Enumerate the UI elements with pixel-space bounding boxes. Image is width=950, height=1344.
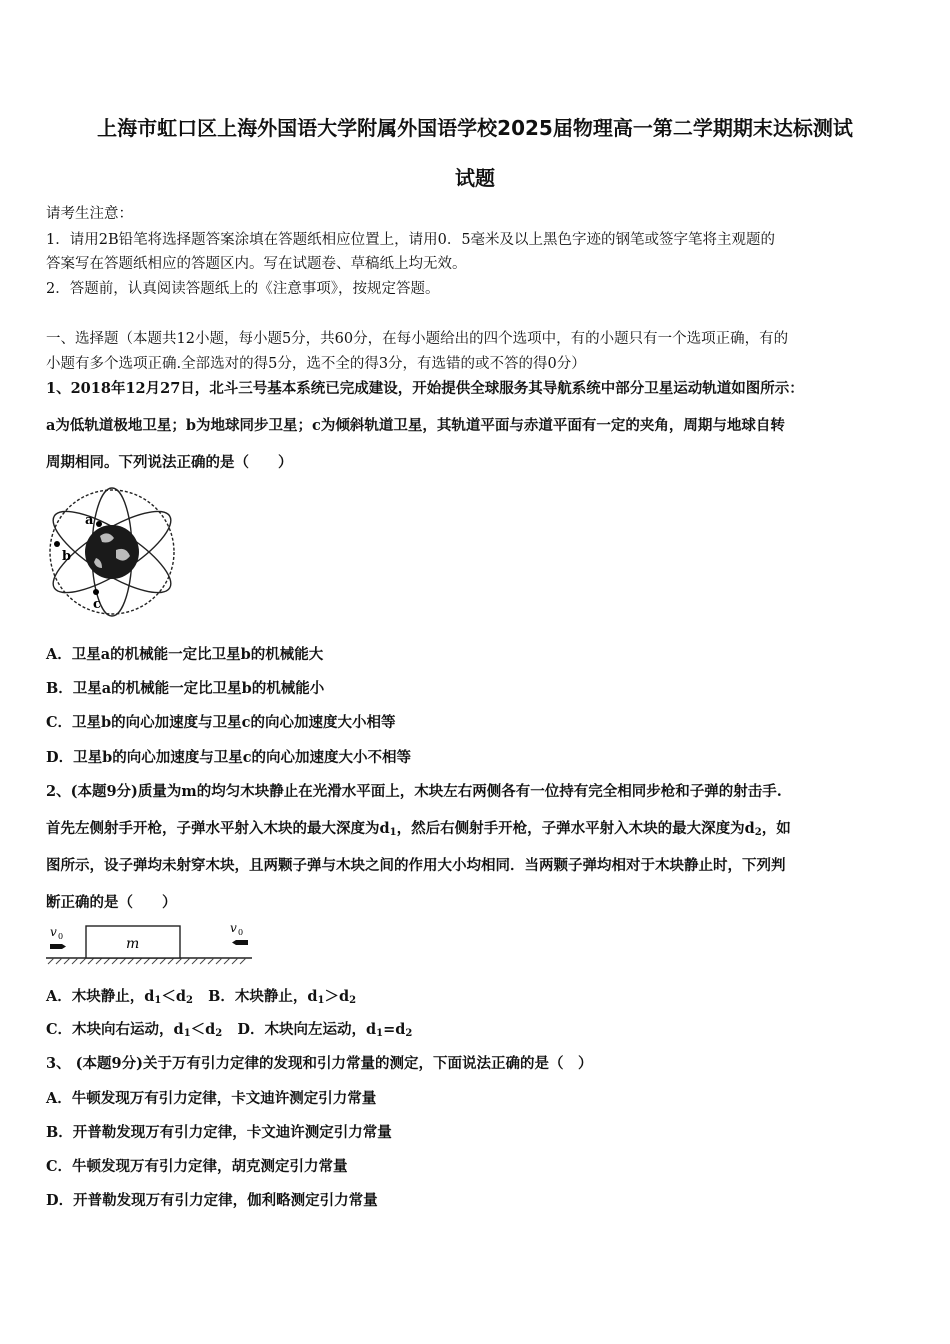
q2-options-ab bbox=[46, 985, 356, 1006]
earth bbox=[85, 525, 139, 579]
q3-option-c: C．牛顿发现万有引力定律，胡克测定引力常量 bbox=[46, 1158, 348, 1175]
q2-option-a: A．木块静止，$d_1<d_2$ bbox=[46, 988, 193, 1006]
left-v0-subscript: 0 bbox=[58, 932, 64, 941]
q3-option-d: D．开普勒发现万有引力定律，伽利略测定引力常量 bbox=[46, 1192, 378, 1209]
q2-stem-line1: 2、(本题9分)质量为m的均匀木块静止在光滑水平面上，木块左右两侧各有一位持有完全相同步枪和子弹的射击手. bbox=[46, 783, 782, 800]
label-b: b bbox=[62, 549, 72, 564]
q1-stem-line3: 周期相同。下列说法正确的是（ ） bbox=[46, 454, 293, 471]
right-v0-label: v bbox=[230, 921, 237, 935]
page-title-continued: 试题 bbox=[455, 166, 495, 190]
left-bullet bbox=[50, 944, 66, 949]
ground-hatching bbox=[48, 958, 246, 964]
notice-item-1: 1．请用2B铅笔将选择题答案涂填在答题纸相应位置上，请用0．5毫米及以上黑色字迹的钢笔或签字笔将主观题的 bbox=[46, 232, 776, 248]
satellite-a-dot bbox=[96, 521, 102, 527]
q1-stem-line2: a为低轨道极地卫星；b为地球同步卫星；c为倾斜轨道卫星，其轨道平面与赤道平面有一定的夹角，周期与地球自转 bbox=[46, 417, 785, 434]
q3-option-a: A．牛顿发现万有引力定律，卡文迪许测定引力常量 bbox=[46, 1090, 377, 1107]
label-c: c bbox=[93, 597, 101, 612]
right-v0-subscript: 0 bbox=[238, 928, 244, 937]
q3-stem: 3、 (本题9分)关于万有引力定律的发现和引力常量的测定，下面说法正确的是（ ） bbox=[46, 1055, 593, 1072]
notice-item-2: 2．答题前，认真阅读答题纸上的《注意事项》，按规定答题。 bbox=[46, 281, 440, 297]
wood-block-figure bbox=[44, 920, 254, 966]
q2-stem-line3: 图所示，设子弹均未射穿木块，且两颗子弹与木块之间的作用大小均相同．当两颗子弹均相对于木块静止时，下列判 bbox=[46, 857, 786, 874]
q2-option-d: D．木块向左运动，$d_1=d_2$ bbox=[237, 1021, 413, 1039]
q1-option-a: A．卫星a的机械能一定比卫星b的机械能大 bbox=[46, 646, 324, 663]
q2-options-cd bbox=[46, 1018, 412, 1039]
section-instructions-continued: 小题有多个选项正确.全部选对的得5分，选不全的得3分，有选错的或不答的得0分） bbox=[46, 356, 586, 372]
block-mass-label: m bbox=[126, 936, 140, 952]
q1-stem-line1: 1、2018年12月27日，北斗三号基本系统已完成建设，开始提供全球服务其导航系统中部分卫星运动轨道如图所示： bbox=[46, 380, 804, 397]
page-title: 上海市虹口区上海外国语大学附属外国语学校2025届物理高一第二学期期末达标测试 bbox=[97, 116, 853, 140]
q1-option-b: B．卫星a的机械能一定比卫星b的机械能小 bbox=[46, 680, 325, 697]
section-instructions: 一、选择题（本题共12小题，每小题5分，共60分，在每小题给出的四个选项中，有的小题只有一个选项正确，有的 bbox=[46, 331, 789, 347]
notice-heading: 请考生注意： bbox=[46, 206, 133, 222]
q1-option-d: D．卫星b的向心加速度与卫星c的向心加速度大小不相等 bbox=[46, 749, 412, 766]
notice-item-1-continued: 答案写在答题纸相应的答题区内。写在试题卷、草稿纸上均无效。 bbox=[46, 256, 467, 272]
q1-option-c: C．卫星b的向心加速度与卫星c的向心加速度大小相等 bbox=[46, 714, 396, 731]
satellite-b-dot bbox=[54, 541, 60, 547]
q2-stem-line4: 断正确的是（ ） bbox=[46, 894, 177, 911]
q3-option-b: B．开普勒发现万有引力定律，卡文迪许测定引力常量 bbox=[46, 1124, 392, 1141]
right-bullet bbox=[232, 940, 248, 945]
q2-option-c: C．木块向右运动，$d_1<d_2$ bbox=[46, 1021, 223, 1039]
q2-option-b: B．木块静止，$d_1>d_2$ bbox=[208, 988, 357, 1006]
label-a: a bbox=[85, 513, 94, 528]
left-v0-label: v bbox=[50, 925, 57, 939]
satellite-orbit-figure bbox=[44, 484, 184, 618]
satellite-c-dot bbox=[93, 589, 99, 595]
q2-stem-line2: 首先左侧射手开枪，子弹水平射入木块的最大深度为$d_1$，然后右侧射手开枪，子弹水平射入木块的最大深度为$d_2$，如 bbox=[46, 820, 791, 838]
